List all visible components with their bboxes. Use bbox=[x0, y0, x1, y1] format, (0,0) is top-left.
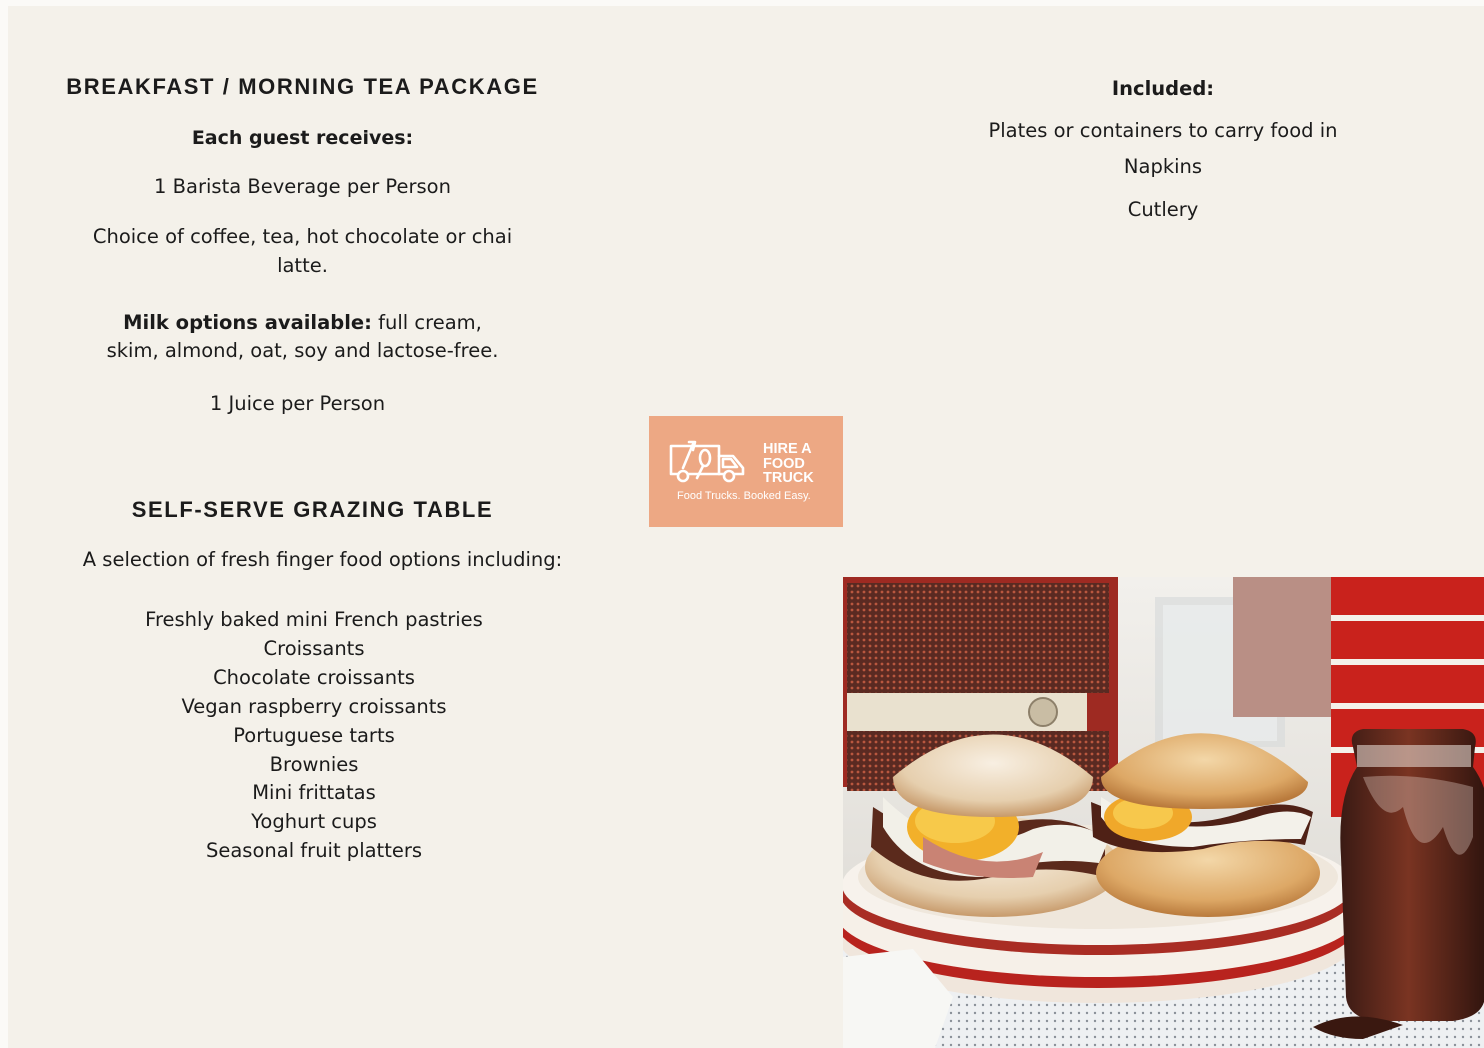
list-item: Croissants bbox=[263, 636, 365, 660]
included-item: Cutlery bbox=[1127, 198, 1199, 221]
choice-line: Choice of coffee, tea, hot chocolate or chai latte. bbox=[92, 225, 513, 277]
logo-line: TRUCK bbox=[763, 470, 814, 486]
list-item: Portuguese tarts bbox=[233, 723, 395, 747]
grazing-title: SELF-SERVE GRAZING TABLE bbox=[131, 497, 494, 522]
breakfast-title: BREAKFAST / MORNING TEA PACKAGE bbox=[66, 74, 539, 99]
logo-tagline: Food Trucks. Booked Easy. bbox=[677, 490, 811, 502]
list-item: Vegan raspberry croissants bbox=[181, 694, 447, 718]
barista-line: 1 Barista Beverage per Person bbox=[154, 175, 451, 198]
included-item: Napkins bbox=[1123, 155, 1203, 178]
logo-line: HIRE A bbox=[763, 441, 812, 457]
included-item: Plates or containers to carry food in bbox=[988, 119, 1338, 142]
grazing-intro: A selection of fresh finger food options including: bbox=[82, 548, 563, 571]
page-edge bbox=[0, 0, 8, 1048]
list-item: Mini frittatas bbox=[252, 781, 376, 805]
guest-receives-subtitle: Each guest receives: bbox=[191, 127, 414, 149]
breakfast-roll-photo bbox=[843, 577, 1484, 1048]
list-item: Yoghurt cups bbox=[251, 810, 377, 834]
juice-line: 1 Juice per Person bbox=[209, 392, 386, 415]
list-item: Brownies bbox=[269, 752, 359, 776]
logo-wordmark bbox=[763, 442, 814, 486]
milk-options-line bbox=[100, 309, 505, 365]
food-truck-icon bbox=[667, 438, 763, 486]
food-list bbox=[89, 606, 539, 866]
hire-a-food-truck-logo bbox=[649, 416, 843, 527]
page-edge bbox=[0, 0, 1484, 6]
included-title: Included: bbox=[1111, 77, 1215, 100]
list-item: Seasonal fruit platters bbox=[205, 839, 423, 863]
milk-options-label: Milk options available: bbox=[123, 311, 372, 334]
milk-options-text: full cream, skim, almond, oat, soy and lactose-free. bbox=[106, 311, 499, 362]
logo-line: FOOD bbox=[763, 455, 805, 472]
list-item: Freshly baked mini French pastries bbox=[145, 608, 483, 631]
list-item: Chocolate croissants bbox=[213, 665, 415, 689]
